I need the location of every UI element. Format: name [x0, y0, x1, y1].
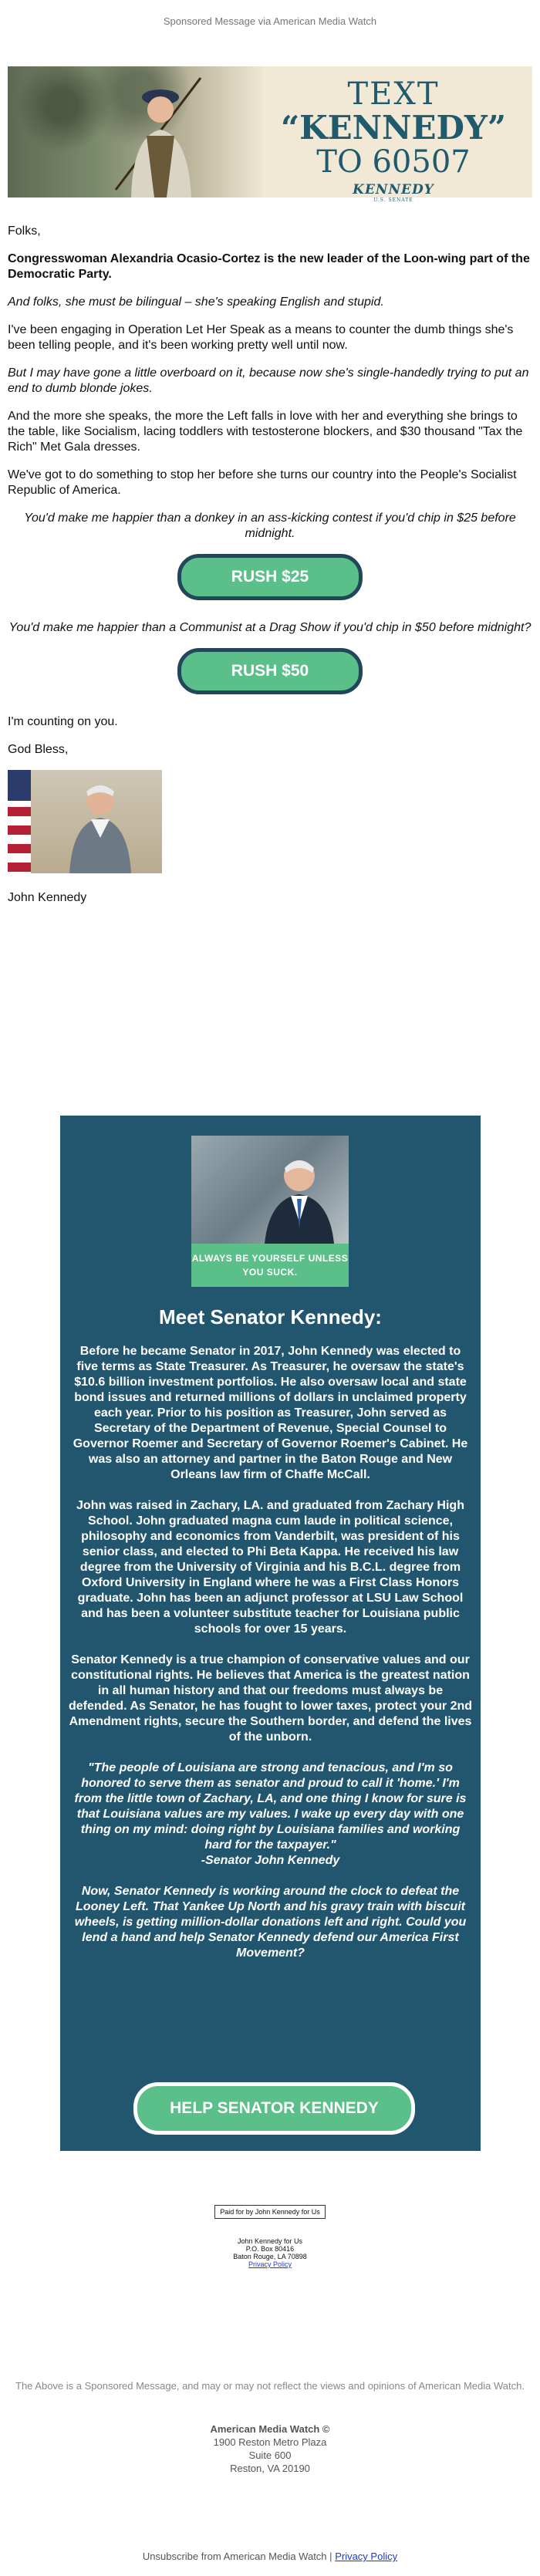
bio-paragraph: Senator Kennedy is a true champion of conservative values and our constitutional rights. He believes that America is the greatest nation in all human history and that our freedoms must always be defended. As Senator, he has fought to lower taxes, protect your 2nd Amendment rights, secure the Southern border, and defend the lives of the unborn.: [68, 1653, 473, 1744]
committee-privacy-link[interactable]: Privacy Policy: [248, 2260, 292, 2268]
bio-paragraph: John was raised in Zachary, LA. and graduated from Zachary High School. John graduated magna cum laude in political science, philosophy and economics from Vanderbilt, was president of his senior class, and elected to Phi Beta Kappa. He received his law degree from the University of Virginia and his B.C.L. degree from Oxford University in England where he was a First Class Honors graduate. John has been an adjunct professor at LSU Law School and has been a volunteer substitute teacher for Louisiana public schools for over 15 years.: [76, 1499, 464, 1636]
quote-attribution: -Senator John Kennedy: [201, 1854, 340, 1867]
senator-quote: "The people of Louisiana are strong and tenacious, and I'm so honored to serve them as senator and proud to call it 'home.' I'm from the little town of Zachary, LA, and one thing I know for sure is that Louisiana values are my values. I wake up every day with one thing on my mind: doing right by Louisiana families and working hard for the taxpayer.": [74, 1761, 467, 1852]
committee-city: Baton Rouge, LA 70898: [233, 2253, 307, 2260]
committee-address: [0, 2237, 540, 2268]
bio-paragraph: Before he became Senator in 2017, John Kennedy was elected to five terms as State Treasurer. As Treasurer, he oversaw the state's $10.6 billion investment portfolios. He also oversaw local and state bond issues and returned millions of dollars in unclaimed property each year. Prior to his position as Treasurer, John served as Secretary of the Department of Revenue, Special Counsel to Governor Roemer and Secretary of Governor Roemer's Cabinet. He was also an attorney and partner in the Baton Rouge and New Orleans law firm of Chaffe McCall.: [73, 1345, 468, 1481]
rush-50-button[interactable]: RUSH $50: [177, 648, 363, 694]
publisher-street: 1900 Reston Metro Plaza: [213, 2436, 327, 2448]
help-senator-kennedy-button[interactable]: HELP SENATOR KENNEDY: [133, 2082, 415, 2135]
publisher-address: [0, 2422, 540, 2475]
separator: |: [329, 2551, 332, 2562]
committee-name: John Kennedy for Us: [237, 2237, 303, 2245]
hero-banner[interactable]: [8, 66, 532, 203]
rush-25-button[interactable]: RUSH $25: [177, 554, 363, 600]
sponsor-disclaimer: The Above is a Sponsored Message, and may or may not reflect the views and opinions of American Media Watch.: [15, 2380, 525, 2392]
sponsored-message-header: Sponsored Message via American Media Watch: [163, 15, 377, 27]
senator-portrait-illustration: [265, 1145, 334, 1244]
hero-keyword: “KENNEDY”: [280, 109, 507, 147]
letter-paragraph: I've been engaging in Operation Let Her Speak as a means to counter the dumb things she's been telling people, and it's been working pretty well until now.: [8, 323, 514, 352]
closing-line: God Bless,: [8, 743, 69, 756]
fisherman-illustration: [100, 74, 216, 198]
senator-portrait: [191, 1136, 349, 1244]
privacy-policy-link[interactable]: Privacy Policy: [335, 2551, 398, 2562]
letter-paragraph: And folks, she must be bilingual – she's speaking English and stupid.: [8, 295, 384, 309]
greeting: Folks,: [8, 225, 41, 238]
publisher-city: Reston, VA 20190: [230, 2463, 310, 2474]
motto-badge: ALWAYS BE YOURSELF UNLESS YOU SUCK.: [191, 1244, 349, 1287]
kennedy-logo: KENNEDY: [353, 182, 434, 198]
unsubscribe-link[interactable]: Unsubscribe from American Media Watch: [142, 2551, 327, 2562]
hero-text-line: TEXT: [347, 76, 440, 112]
senator-seated-illustration: [62, 776, 139, 873]
publisher-name: American Media Watch ©: [210, 2423, 330, 2435]
signature-name: John Kennedy: [8, 891, 87, 904]
donation-ask: You'd make me happier than a Communist at a Drag Show if you'd chip in $50 before midnight?: [8, 621, 532, 634]
kennedy-logo-subtitle: U.S. SENATE: [373, 198, 413, 203]
publisher-suite: Suite 600: [248, 2449, 292, 2461]
counting-line: I'm counting on you.: [8, 715, 118, 728]
letter-paragraph: And the more she speaks, the more the Left falls in love with her and everything she brings to the table, like Socialism, lacing toddlers with testosterone blockers, and $30 thousand "Tax the Rich" Met Gala dresses.: [8, 410, 523, 454]
donation-ask: You'd make me happier than a donkey in an ass-kicking contest if you'd chip in $25 before midnight.: [24, 511, 516, 540]
letter-paragraph: But I may have gone a little overboard on it, because now she's single-handedly trying to put an end to dumb blonde jokes.: [8, 366, 529, 395]
letter-paragraph: Congresswoman Alexandria Ocasio-Cortez is the new leader of the Loon-wing part of the Democratic Party.: [8, 252, 530, 281]
letter-body: [8, 224, 532, 918]
committee-po-box: P.O. Box 80416: [245, 2245, 295, 2253]
paid-for-box: Paid for by John Kennedy for Us: [214, 2205, 326, 2219]
unsubscribe-row: [0, 2551, 540, 2562]
hero-text-block: [262, 77, 525, 203]
meet-senator-panel: [60, 1116, 481, 2151]
hero-shortcode: TO 60507: [316, 144, 471, 180]
appeal-paragraph: Now, Senator Kennedy is working around the clock to defeat the Looney Left. That Yankee Up North and his gravy train with biscuit wheels, is getting million-dollar donations left and right. Could you lend a hand and help Senator Kennedy defend our America First Movement?: [74, 1885, 467, 1960]
signature-photo: [8, 770, 162, 873]
letter-paragraph: We've got to do something to stop her before she turns our country into the People's Socialist Republic of America.: [8, 468, 517, 497]
panel-title: Meet Senator Kennedy:: [159, 1305, 382, 1329]
paid-for-disclaimer: [0, 2205, 540, 2219]
panel-body: [68, 1344, 473, 1977]
